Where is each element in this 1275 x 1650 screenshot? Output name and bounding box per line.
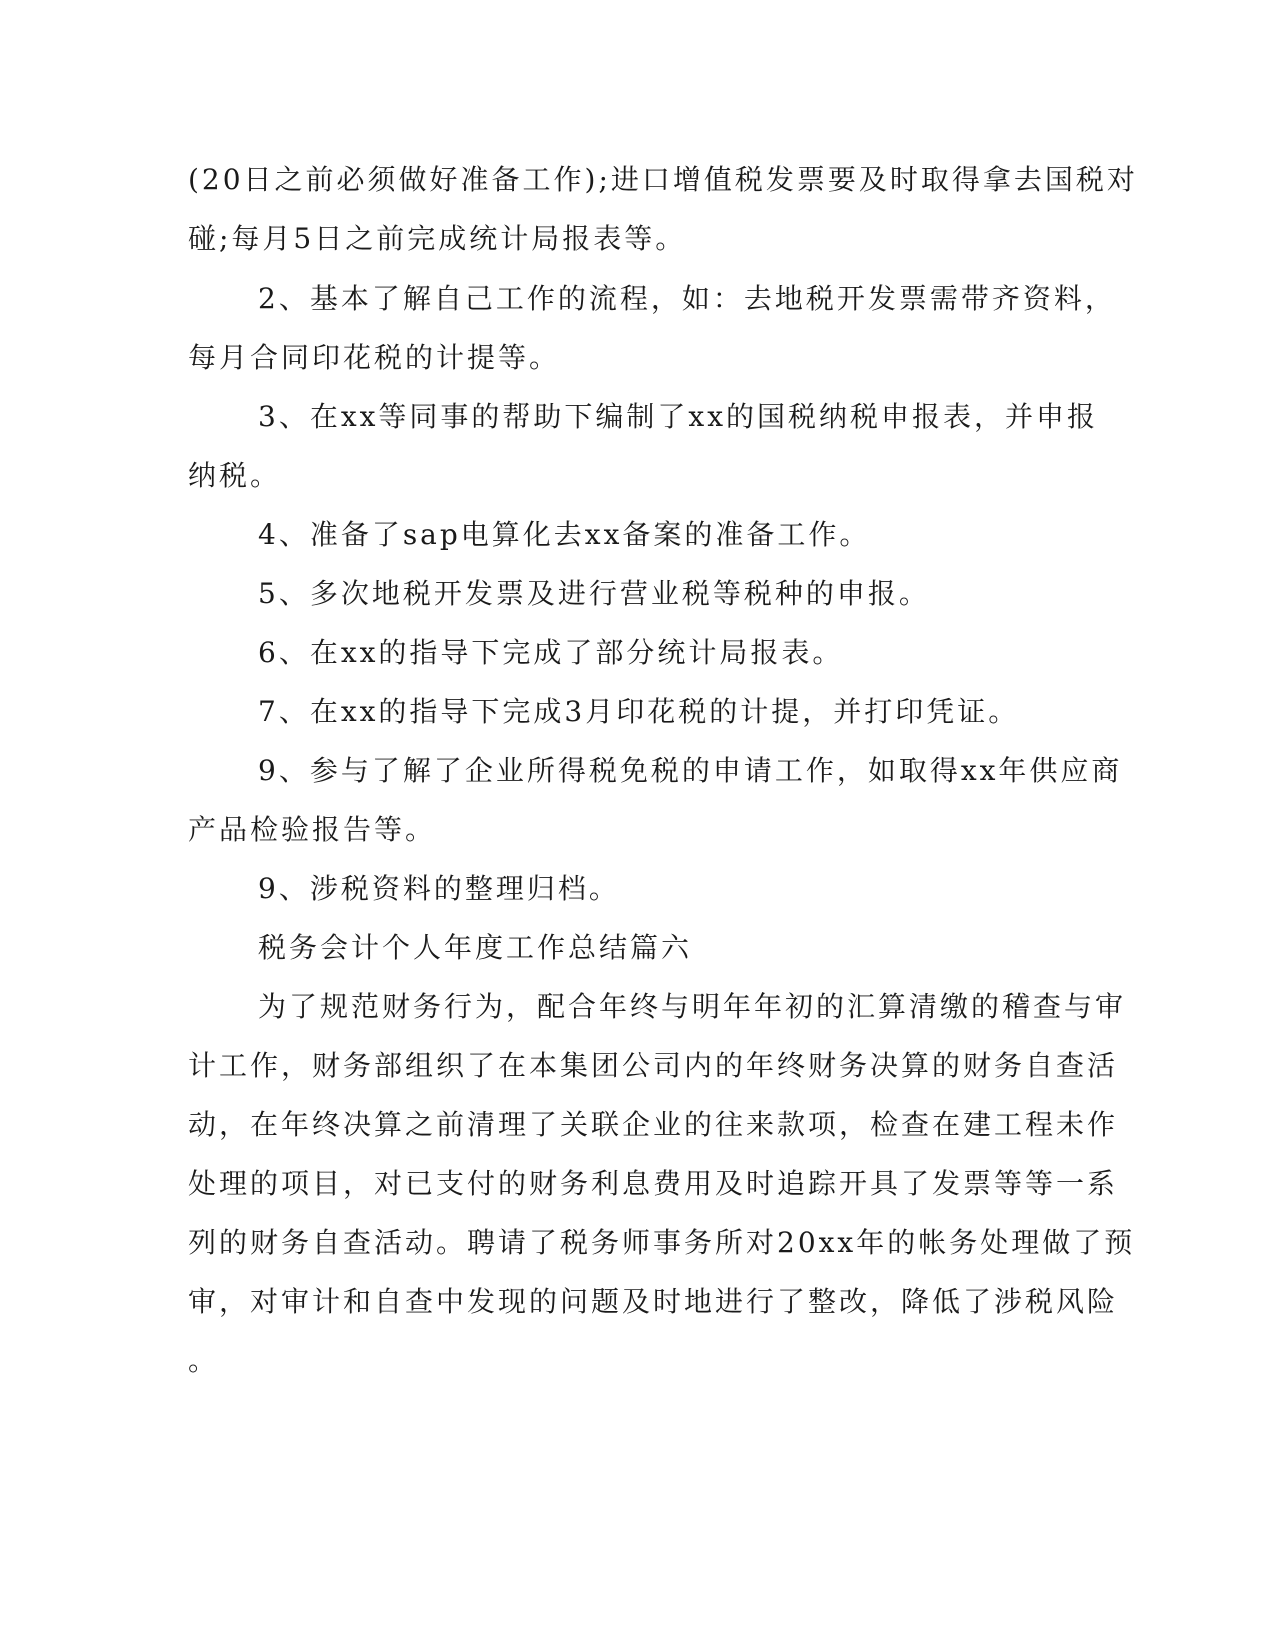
text-line: 4、准备了sap电算化去xx备案的准备工作。 <box>258 518 871 551</box>
text-line: 每月合同印花税的计提等。 <box>188 341 561 374</box>
text-line: 3、在xx等同事的帮助下编制了xx的国税纳税申报表，并申报 <box>258 400 1098 433</box>
text-line: (20日之前必须做好准备工作);进口增值税发票要及时取得拿去国税对 <box>188 163 1138 196</box>
text-line: 碰;每月5日之前完成统计局报表等。 <box>188 222 687 255</box>
text-line: 9、涉税资料的整理归档。 <box>258 872 620 905</box>
text-line: 产品检验报告等。 <box>188 813 437 846</box>
text-line: 2、基本了解自己工作的流程，如：去地税开发票需带齐资料， <box>258 282 1116 315</box>
text-line: 6、在xx的指导下完成了部分统计局报表。 <box>258 636 844 669</box>
text-line: 列的财务自查活动。聘请了税务师事务所对20xx年的帐务处理做了预 <box>188 1226 1136 1259</box>
section-heading: 税务会计个人年度工作总结篇六 <box>258 931 693 964</box>
text-line: 纳税。 <box>188 459 282 492</box>
text-line: 7、在xx的指导下完成3月印花税的计提，并打印凭证。 <box>258 695 1020 728</box>
text-line: 。 <box>188 1344 220 1377</box>
text-line: 审，对审计和自查中发现的问题及时地进行了整改，降低了涉税风险 <box>188 1285 1119 1318</box>
text-line: 计工作，财务部组织了在本集团公司内的年终财务决算的财务自查活 <box>188 1049 1119 1082</box>
text-line: 9、参与了解了企业所得税免税的申请工作，如取得xx年供应商 <box>258 754 1123 787</box>
text-line: 处理的项目，对已支付的财务利息费用及时追踪开具了发票等等一系 <box>188 1167 1119 1200</box>
text-line: 5、多次地税开发票及进行营业税等税种的申报。 <box>258 577 930 610</box>
text-line: 动，在年终决算之前清理了关联企业的往来款项，检查在建工程未作 <box>188 1108 1119 1141</box>
text-line: 为了规范财务行为，配合年终与明年年初的汇算清缴的稽查与审 <box>258 990 1127 1023</box>
